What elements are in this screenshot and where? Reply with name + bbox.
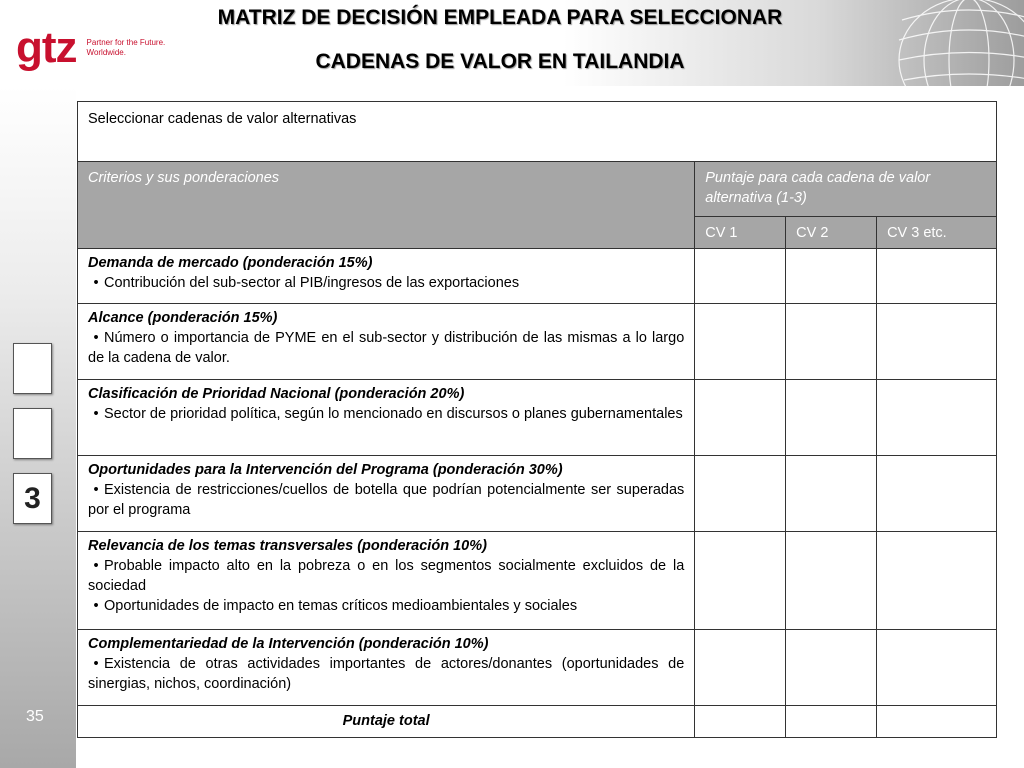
score-cell-cv1[interactable] — [695, 532, 786, 630]
score-cell-cv3[interactable] — [877, 249, 997, 304]
score-cell-cv3[interactable] — [877, 456, 997, 532]
table-header-row — [78, 162, 997, 217]
criterion-title: Relevancia de los temas transversales (ponderación 10%) — [88, 538, 487, 554]
page-title — [180, 6, 820, 94]
table-row — [78, 249, 997, 304]
criterion-cell — [78, 630, 695, 706]
criterion-cell — [78, 304, 695, 380]
nav-box-3[interactable] — [13, 473, 52, 524]
table-row — [78, 532, 997, 630]
criterion-title: Oportunidades para la Intervención del Programa (ponderación 30%) — [88, 462, 563, 478]
decision-matrix-table — [77, 101, 997, 738]
globe-icon — [884, 0, 1024, 86]
column-header-cv3: CV 3 etc. — [877, 217, 997, 249]
criterion-title: Alcance (ponderación 15%) — [88, 310, 278, 326]
score-cell-cv3[interactable] — [877, 380, 997, 456]
logo-tagline-line1: Partner for the Future. — [86, 38, 166, 47]
table-top-row — [78, 102, 997, 162]
criterion-bullet: • Probable impacto alto en la pobreza o en los segmentos socialmente excluidos de la sociedad — [88, 556, 684, 596]
criterion-cell — [78, 456, 695, 532]
score-header-cell: Puntaje para cada cadena de valor alternativa (1-3) — [695, 162, 997, 217]
score-cell-cv2[interactable] — [786, 249, 877, 304]
select-chains-cell: Seleccionar cadenas de valor alternativas — [78, 102, 997, 162]
criterion-bullet: • Número o importancia de PYME en el sub-sector y distribución de las mismas a lo largo de la cadena de valor. — [88, 328, 684, 368]
score-cell-cv2[interactable] — [786, 630, 877, 706]
criterion-bullet: • Sector de prioridad política, según lo mencionado en discursos o planes gubernamentales — [88, 404, 684, 424]
total-cell-cv1[interactable] — [695, 706, 786, 738]
score-cell-cv1[interactable] — [695, 456, 786, 532]
score-cell-cv2[interactable] — [786, 380, 877, 456]
criterion-title: Complementariedad de la Intervención (ponderación 10%) — [88, 636, 489, 652]
score-cell-cv1[interactable] — [695, 304, 786, 380]
score-cell-cv2[interactable] — [786, 456, 877, 532]
score-cell-cv1[interactable] — [695, 630, 786, 706]
column-header-cv2: CV 2 — [786, 217, 877, 249]
table-total-row — [78, 706, 997, 738]
total-cell-cv3[interactable] — [877, 706, 997, 738]
table-row — [78, 456, 997, 532]
score-cell-cv3[interactable] — [877, 532, 997, 630]
criterion-cell — [78, 380, 695, 456]
page-number: 35 — [26, 708, 44, 725]
criterion-bullet: • Contribución del sub-sector al PIB/ingresos de las exportaciones — [88, 273, 684, 293]
nav-box-3-label: 3 — [24, 481, 41, 515]
logo-mark: gtz — [16, 23, 77, 72]
gtz-logo — [16, 23, 166, 72]
score-cell-cv1[interactable] — [695, 249, 786, 304]
total-cell-cv2[interactable] — [786, 706, 877, 738]
score-cell-cv2[interactable] — [786, 304, 877, 380]
score-cell-cv2[interactable] — [786, 532, 877, 630]
score-cell-cv3[interactable] — [877, 304, 997, 380]
score-cell-cv1[interactable] — [695, 380, 786, 456]
nav-box-1[interactable] — [13, 343, 52, 394]
logo-tagline-line2: Worldwide. — [86, 48, 126, 57]
criterion-cell — [78, 532, 695, 630]
title-line-1: MATRIZ DE DECISIÓN EMPLEADA PARA SELECCIONAR — [217, 6, 783, 29]
column-header-cv1: CV 1 — [695, 217, 786, 249]
criterion-title: Clasificación de Prioridad Nacional (ponderación 20%) — [88, 386, 465, 402]
criterion-bullet: • Existencia de restricciones/cuellos de botella que podrían potencialmente ser superadas por el programa — [88, 480, 684, 520]
criteria-header-cell: Criterios y sus ponderaciones — [78, 162, 695, 249]
header-band — [0, 0, 1024, 86]
nav-box-2[interactable] — [13, 408, 52, 459]
criterion-bullet: • Existencia de otras actividades importantes de actores/donantes (oportunidades de sinergias, nichos, coordinación) — [88, 654, 684, 694]
score-cell-cv3[interactable] — [877, 630, 997, 706]
logo-tagline — [87, 38, 166, 58]
table-row — [78, 380, 997, 456]
table-row — [78, 630, 997, 706]
criterion-title: Demanda de mercado (ponderación 15%) — [88, 255, 373, 271]
title-line-2: CADENAS DE VALOR EN TAILANDIA — [315, 50, 685, 73]
total-label: Puntaje total — [78, 706, 695, 738]
table-row — [78, 304, 997, 380]
criterion-cell — [78, 249, 695, 304]
criterion-bullet: • Oportunidades de impacto en temas críticos medioambientales y sociales — [88, 596, 684, 616]
